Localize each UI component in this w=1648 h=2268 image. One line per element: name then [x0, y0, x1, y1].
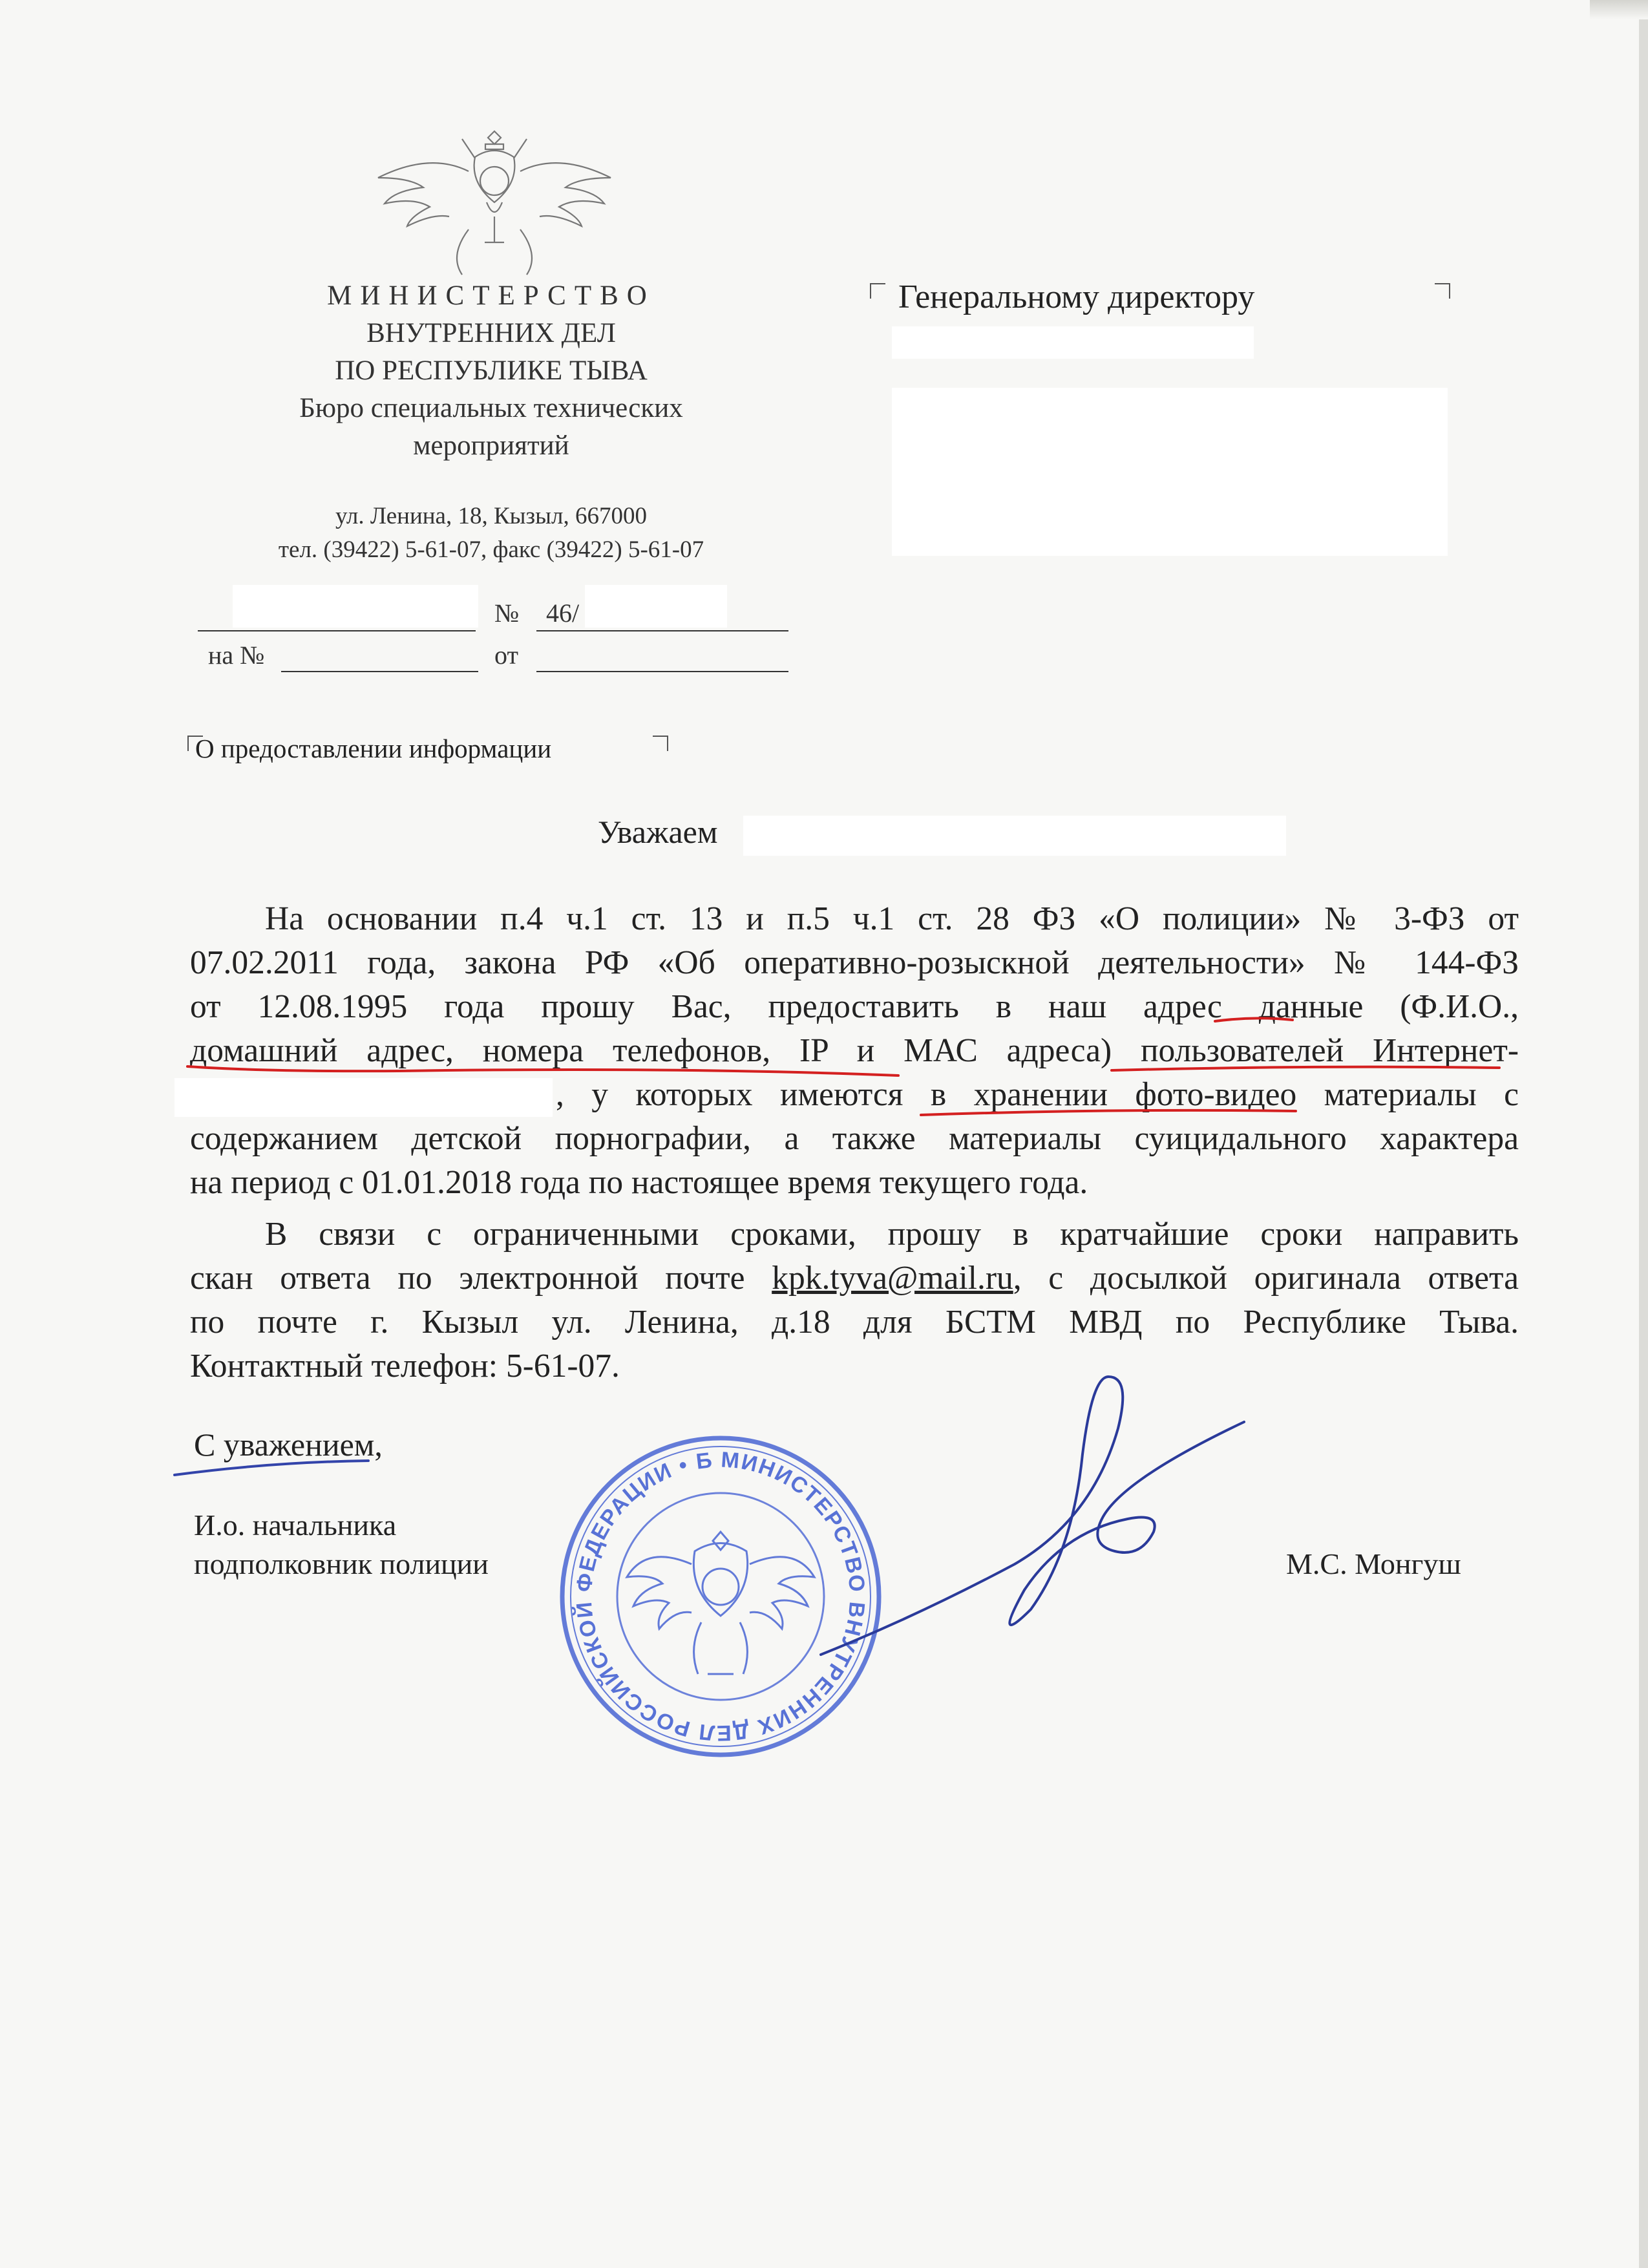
body-p1-line3: от 12.08.1995 года прошу Вас, предоставить в наш адрес данные (Ф.И.О., — [190, 988, 1519, 1025]
red-underlines — [187, 1018, 1499, 1115]
body-p1-line5: , у которых имеются в хранении фото-видео материалы с — [556, 1076, 1519, 1113]
addressee-title: Генеральному директору — [898, 279, 1255, 315]
ministry-line3: ПО РЕСПУБЛИКЕ ТЫВА — [335, 355, 648, 386]
signatory-position-line2: подполковник полиции — [194, 1547, 489, 1580]
body-p2-line4: Контактный телефон: 5-61-07. — [190, 1348, 620, 1384]
reg-number-value: 46/ — [546, 599, 580, 628]
from-label: от — [494, 641, 518, 670]
in-reply-label: на № — [208, 641, 265, 670]
header-address: ул. Ленина, 18, Кызыл, 667000 — [335, 503, 647, 529]
closing-underline — [174, 1461, 368, 1475]
stamp-ring-text: МИНИСТЕРСТВО ВНУТРЕННИХ ДЕЛ РОССИЙСКОЙ ФЕДЕРАЦИИ • БЮРО СПЕЦИАЛЬНЫХ ТЕХНИЧЕСКИХ МЕРОПРИЯТИЙ • ТЫВА • — [571, 1447, 870, 1746]
bureau-line2: мероприятий — [413, 430, 569, 461]
signatory-name: М.С. Монгуш — [1286, 1547, 1461, 1580]
body-p2-line3: по почте г. Кызыл ул. Ленина, д.18 для БСТМ МВД по Республике Тыва. — [190, 1304, 1519, 1341]
header-phones: тел. (39422) 5-61-07, факс (39422) 5-61-07 — [278, 536, 704, 563]
body-p1-line2: 07.02.2011 года, закона РФ «Об оперативно-розыскной деятельности» № 144-ФЗ — [190, 944, 1519, 981]
bureau-line1: Бюро специальных технических — [299, 393, 683, 423]
reg-number-sign: № — [494, 599, 520, 628]
official-stamp — [562, 1438, 879, 1755]
body-p1-line7: на период с 01.01.2018 года по настоящее время текущего года. — [190, 1164, 1088, 1201]
subject-line: О предоставлении информации — [195, 734, 552, 763]
body-p2-line2-a: скан ответа по электронной почте — [190, 1260, 772, 1297]
body-p1-line6: содержанием детской порнографии, а также материалы суицидального характера — [190, 1120, 1519, 1157]
body-p1-line4: домашний адрес, номера телефонов, IP и МАС адреса) пользователей Интернет- — [190, 1032, 1519, 1069]
body-p1-line1: На основании п.4 ч.1 ст. 13 и п.5 ч.1 ст. 28 ФЗ «О полиции» № 3-ФЗ от — [265, 900, 1519, 937]
handwritten-signature — [821, 1377, 1244, 1655]
greeting: Уважаем — [598, 814, 718, 850]
signatory-position-line1: И.о. начальника — [194, 1509, 397, 1542]
body-p2-line2-b: , с досылкой оригинала ответа — [1013, 1260, 1519, 1297]
body-p2-line1: В связи с ограниченными сроками, прошу в кратчайшие сроки направить — [265, 1216, 1519, 1253]
stamp-eagle-icon — [627, 1532, 814, 1674]
ministry-line1: МИНИСТЕРСТВО — [327, 281, 655, 311]
ministry-line2: ВНУТРЕННИХ ДЕЛ — [366, 318, 616, 348]
contact-email-link[interactable]: kpk.tyva@mail.ru — [772, 1260, 1013, 1297]
closing: С уважением, — [194, 1426, 383, 1463]
